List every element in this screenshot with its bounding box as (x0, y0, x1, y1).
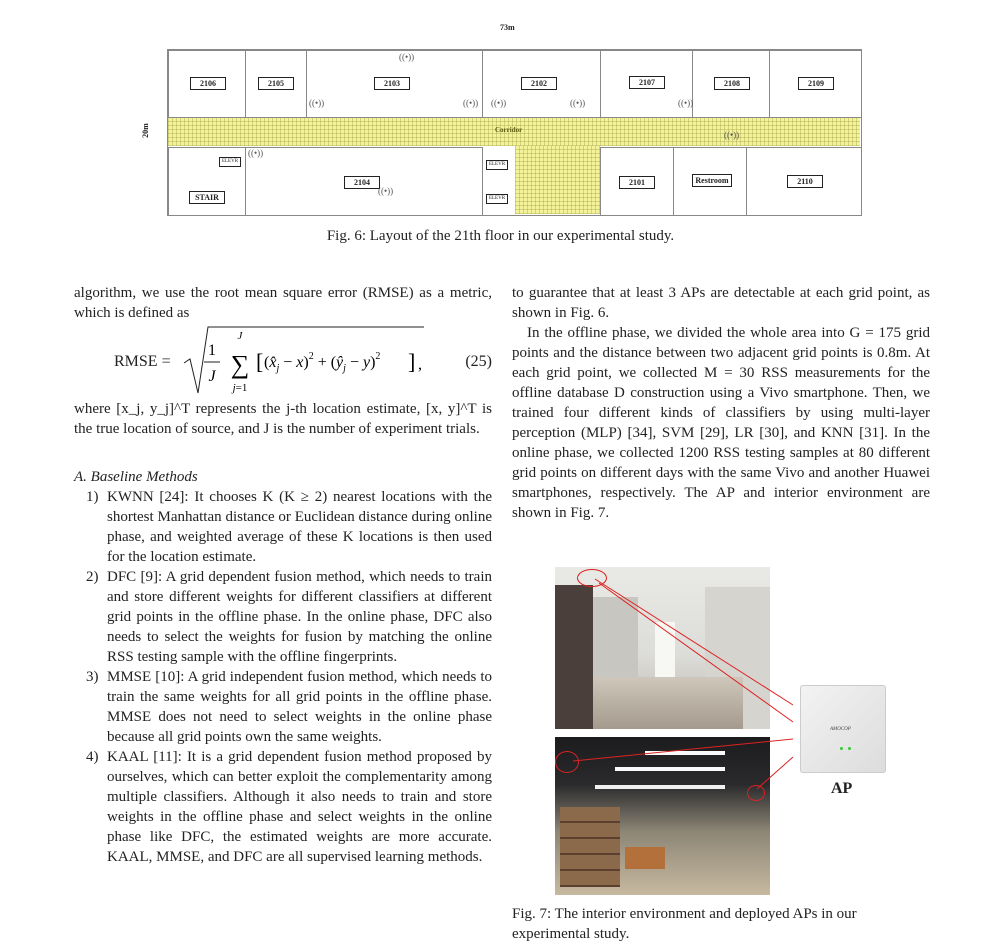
ap-icon: ((•)) (378, 186, 394, 196)
label-restroom: Restroom (692, 174, 732, 187)
figure-7-caption: Fig. 7: The interior environment and deployed APs in our experimental study. (512, 906, 857, 942)
figure-6-floorplan (140, 20, 865, 220)
left-paragraph-2: where [x_j, y_j]^T represents the j-th location estimate, [x, y]^T is the true location of source, and J is the number of experiment trials. (74, 401, 492, 437)
svg-text:]: ] (408, 349, 416, 374)
rmse-equation (74, 323, 492, 399)
elevator-right-bottom: ELEVR (486, 194, 508, 204)
label-2107: 2107 (629, 76, 665, 89)
right-paragraph-2: In the offline phase, we divided the whole area into G = 175 grid points and the distance between two adjacent grid points is 0.8m. At each grid point, we collected M = 30 RSS measurements for the offline database D construction using a Vivo smartphone. Then, we trained four different kinds of classifiers by using multi-layer perception (MLP) [34], SVM [29], LR [30], and KNN [31]. In the online phase, we collected 1200 RSS testing samples at 80 different grid points on different days with the same Vivo and another Huawei smartphones, respectively. The AP and interior environment are shown in Fig. 7. (512, 325, 930, 521)
list-item: 4) KAAL [11]: It is a grid dependent fusion method proposed by ourselves, which can better exploit the complementarity among multiple classifiers. Although it also needs to train and store weights in the offline phase and select weights in the online phase like DFC, the estimated weights are more accurate. KAAL, MMSE, and DFC are all supervised learning methods. (86, 749, 492, 865)
baseline-method-list (74, 487, 492, 867)
label-2108: 2108 (714, 77, 750, 90)
label-2102: 2102 (521, 77, 557, 90)
label-2110: 2110 (787, 175, 823, 188)
ap-icon: ((•)) (678, 98, 694, 108)
label-2109: 2109 (798, 77, 834, 90)
label-2101: 2101 (619, 176, 655, 189)
svg-text:j=1: j=1 (232, 382, 248, 394)
list-item: 3) MMSE [10]: A grid independent fusion method, which needs to train the same weights for all grid points in the offline phase. MMSE does not need to select weights in the online phase because all grid points own the same weights. (86, 669, 492, 745)
ap-icon: ((•)) (248, 148, 264, 158)
ap-led (848, 747, 851, 750)
left-paragraph-1: algorithm, we use the root mean square error (RMSE) as a metric, which is defined as (74, 285, 492, 321)
svg-text:[: [ (256, 349, 264, 374)
svg-text:∑: ∑ (230, 350, 250, 379)
equation-formula (182, 323, 432, 399)
ap-icon: ((•)) (491, 98, 507, 108)
ap-led (840, 747, 843, 750)
ap-icon: ((•)) (309, 98, 325, 108)
left-column (74, 283, 492, 867)
right-column (512, 283, 930, 523)
elevator-right-top: ELEVR (486, 160, 508, 170)
label-2104: 2104 (344, 176, 380, 189)
svg-text:1: 1 (208, 342, 216, 359)
figure-7 (555, 567, 890, 897)
equation-lhs: RMSE = (114, 353, 171, 370)
svg-text:J: J (208, 368, 216, 385)
elevator-left: ELEVR (219, 157, 241, 167)
ap-brand: AMOCOP (830, 727, 851, 732)
label-2106: 2106 (190, 77, 226, 90)
label-stair: STAIR (189, 191, 225, 204)
svg-text:J: J (237, 330, 243, 342)
ap-device-photo (800, 685, 886, 773)
ap-icon: ((•)) (570, 98, 586, 108)
equation-number: (25) (465, 353, 492, 370)
label-2105: 2105 (258, 77, 294, 90)
ap-label: AP (831, 780, 853, 797)
right-paragraph-1: to guarantee that at least 3 APs are detectable at each grid point, as shown in Fig. 6. (512, 285, 930, 321)
ap-icon: ((•)) (724, 130, 740, 140)
label-2103: 2103 (374, 77, 410, 90)
figure-6-caption: Fig. 6: Layout of the 21th floor in our experimental study. (326, 228, 675, 244)
section-heading: A. Baseline Methods (74, 469, 198, 485)
height-label: 20m (140, 123, 150, 138)
ap-icon: ((•)) (399, 52, 415, 62)
corridor-label: Corridor (495, 126, 523, 134)
svg-text:,: , (418, 356, 422, 373)
list-item: 2) DFC [9]: A grid dependent fusion method, which needs to train and store different weights for different classifiers at different grid points in the offline phase. In the online phase, DFC also needs to select the weights for fusion by matching the online RSS testing sample with the offline fingerprints. (86, 569, 492, 665)
svg-text:(x̂j − x)2 + (ŷj − y)2: $(x̂_j - x)^2$ + $(ŷ_j - y)^2$ (264, 351, 381, 374)
width-label: 73m (500, 23, 515, 32)
corridor-vertical (515, 146, 600, 214)
list-item: 1) KWNN [24]: It chooses K (K ≥ 2) nearest locations with the shortest Manhattan distance or Euclidean distance during online phase, and weighted average of these K locations is then used for the location estimate. (86, 489, 492, 565)
ap-icon: ((•)) (463, 98, 479, 108)
